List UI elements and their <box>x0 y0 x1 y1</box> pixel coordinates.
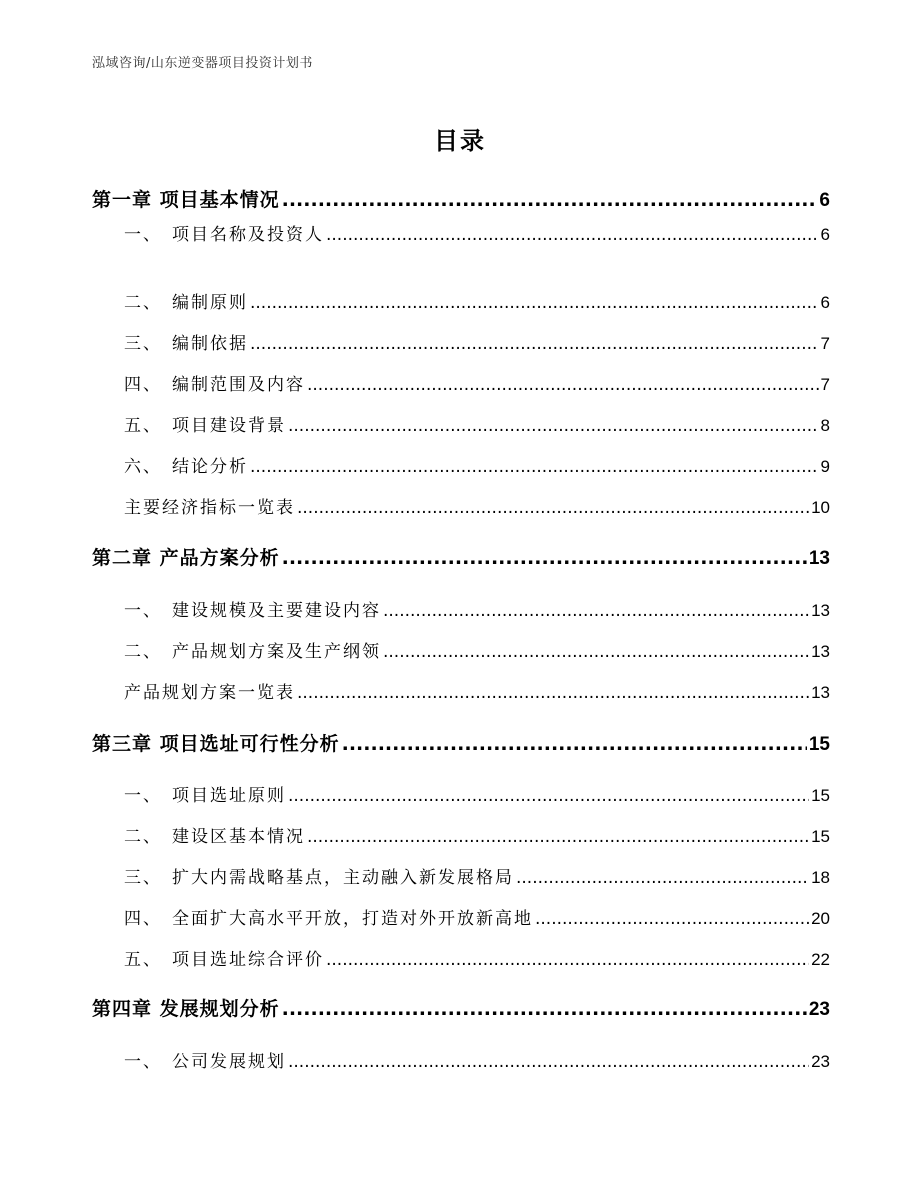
toc-label: 建设区基本情况 <box>172 827 305 847</box>
toc-label: 项目选址综合评价 <box>172 950 324 970</box>
toc-leader <box>307 827 809 847</box>
toc-chapter-4[interactable] <box>92 994 830 1021</box>
toc-label: 编制原则 <box>172 293 248 313</box>
toc-page-number: 13 <box>811 683 830 702</box>
toc-leader <box>250 293 819 313</box>
toc-section-2-table[interactable] <box>124 678 830 703</box>
toc-label: 全面扩大高水平开放，打造对外开放新高地 <box>172 909 533 929</box>
toc-leader <box>297 683 809 703</box>
toc-label: 公司发展规划 <box>172 1052 286 1072</box>
toc-section-number: 二、 <box>124 827 162 847</box>
toc-section-4-1[interactable] <box>124 1047 830 1072</box>
toc-label: 产品规划方案及生产纲领 <box>172 642 381 662</box>
toc-page-number: 8 <box>820 416 830 435</box>
toc-section-number: 二、 <box>124 642 162 662</box>
toc-label: 编制范围及内容 <box>172 375 305 395</box>
toc-page-number: 15 <box>811 827 830 846</box>
toc-page-number: 23 <box>811 1052 830 1071</box>
toc-leader <box>326 225 819 245</box>
toc-label: 编制依据 <box>172 334 248 354</box>
toc-page-number: 13 <box>811 642 830 661</box>
toc-section-3-5[interactable] <box>124 945 830 970</box>
toc-section-number: 五、 <box>124 950 162 970</box>
toc-page-number: 13 <box>811 601 830 620</box>
toc-section-number: 四、 <box>124 909 162 929</box>
toc-section-number: 三、 <box>124 868 162 888</box>
toc-section-number: 四、 <box>124 375 162 395</box>
toc-section-number: 三、 <box>124 334 162 354</box>
toc-page-number: 6 <box>820 293 830 312</box>
page-title: 目录 <box>434 127 486 155</box>
toc-label: 结论分析 <box>172 457 248 477</box>
toc-section-number: 五、 <box>124 416 162 436</box>
toc-page-number: 13 <box>808 548 830 569</box>
toc-leader <box>288 786 809 806</box>
toc-leader <box>288 1052 809 1072</box>
toc-label: 产品规划方案一览表 <box>124 683 295 703</box>
toc-leader <box>516 868 809 888</box>
toc-page-number: 22 <box>811 950 830 969</box>
toc-page-number: 23 <box>808 999 830 1020</box>
toc-label: 项目选址原则 <box>172 786 286 806</box>
toc-label: 扩大内需战略基点，主动融入新发展格局 <box>172 868 514 888</box>
toc-section-3-1[interactable] <box>124 781 830 806</box>
toc-label: 建设规模及主要建设内容 <box>172 601 381 621</box>
toc-page-number: 7 <box>820 334 830 353</box>
toc-leader <box>282 189 818 211</box>
toc-section-2-2[interactable] <box>124 637 830 662</box>
toc-leader <box>535 909 809 929</box>
toc-section-1-3[interactable] <box>124 329 830 354</box>
toc-section-number: 一、 <box>124 786 162 806</box>
toc-leader <box>326 950 809 970</box>
toc-leader <box>342 733 807 755</box>
toc-section-number: 一、 <box>124 601 162 621</box>
toc-page-number: 6 <box>819 190 830 211</box>
toc-section-1-1[interactable] <box>124 220 830 245</box>
toc-chapter-2[interactable] <box>92 543 830 570</box>
toc-label: 主要经济指标一览表 <box>124 498 295 518</box>
toc-section-2-1[interactable] <box>124 596 830 621</box>
toc-section-1-4[interactable] <box>124 370 830 395</box>
toc-label: 第三章 项目选址可行性分析 <box>92 733 340 755</box>
toc-page-number: 15 <box>808 734 830 755</box>
toc-page-number: 9 <box>820 457 830 476</box>
toc-section-number: 一、 <box>124 1052 162 1072</box>
toc-leader <box>282 998 807 1020</box>
toc-page-number: 6 <box>820 225 830 244</box>
toc-leader <box>282 547 807 569</box>
toc-section-3-2[interactable] <box>124 822 830 847</box>
toc-section-number: 六、 <box>124 457 162 477</box>
toc-label: 项目名称及投资人 <box>172 225 324 245</box>
toc-section-1-2[interactable] <box>124 288 830 313</box>
toc-label: 第四章 发展规划分析 <box>92 998 280 1020</box>
toc-section-1-table[interactable] <box>124 493 830 518</box>
toc-leader <box>250 457 819 477</box>
toc-section-1-6[interactable] <box>124 452 830 477</box>
toc-page-number: 15 <box>811 786 830 805</box>
toc-section-number: 一、 <box>124 225 162 245</box>
toc-leader <box>297 498 809 518</box>
toc-leader <box>307 375 819 395</box>
toc-section-3-3[interactable] <box>124 863 830 888</box>
toc-label: 项目建设背景 <box>172 416 286 436</box>
toc-section-3-4[interactable] <box>124 904 830 929</box>
toc-section-1-5[interactable] <box>124 411 830 436</box>
toc-section-number: 二、 <box>124 293 162 313</box>
toc-leader <box>383 642 809 662</box>
toc-page-number: 20 <box>811 909 830 928</box>
toc-leader <box>250 334 819 354</box>
toc-page-number: 7 <box>820 375 830 394</box>
toc-leader <box>288 416 819 436</box>
document-header: 泓域咨询/山东逆变器项目投资计划书 <box>92 56 313 71</box>
toc-leader <box>383 601 809 621</box>
toc-chapter-1[interactable] <box>92 185 830 212</box>
toc-label: 第一章 项目基本情况 <box>92 189 280 211</box>
toc-page-number: 10 <box>811 498 830 517</box>
toc-chapter-3[interactable] <box>92 729 830 756</box>
toc-label: 第二章 产品方案分析 <box>92 547 280 569</box>
toc-page-number: 18 <box>811 868 830 887</box>
